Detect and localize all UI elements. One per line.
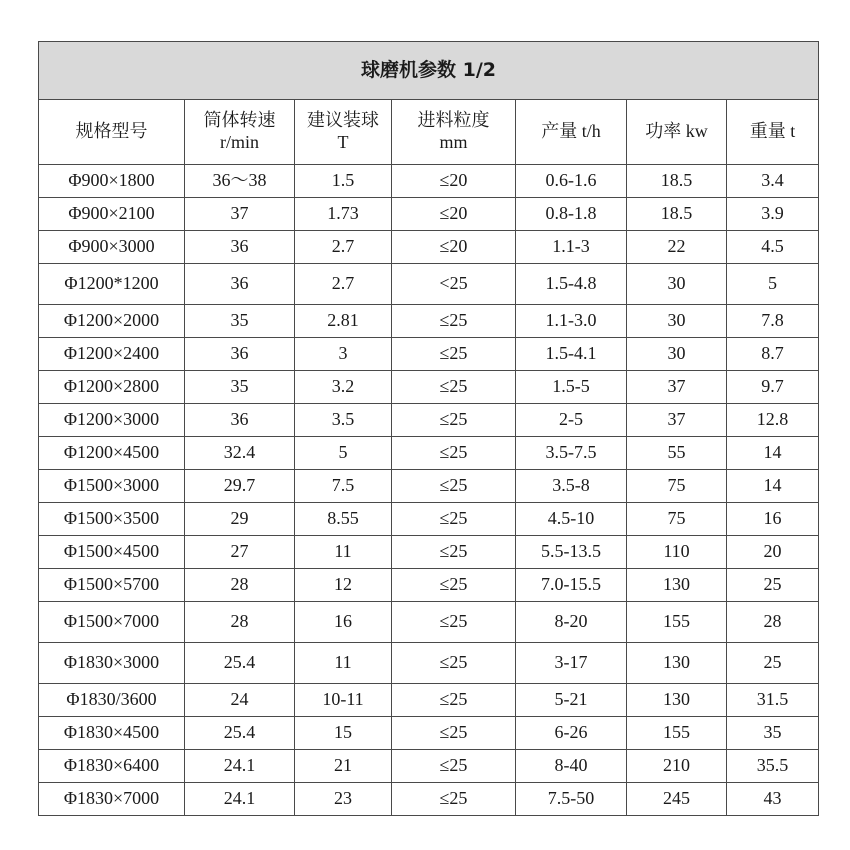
cell-power: 55	[627, 437, 727, 470]
cell-speed: 35	[185, 371, 295, 404]
cell-model: Φ1500×5700	[39, 569, 185, 602]
table-row	[39, 404, 819, 437]
cell-weight: 4.5	[727, 231, 819, 264]
cell-speed: 36	[185, 264, 295, 305]
cell-model: Φ1830/3600	[39, 684, 185, 717]
cell-speed: 36	[185, 338, 295, 371]
cell-speed: 36	[185, 231, 295, 264]
cell-output: 2-5	[516, 404, 627, 437]
cell-power: 130	[627, 684, 727, 717]
cell-feed-size: ≤25	[392, 643, 516, 684]
cell-power: 18.5	[627, 198, 727, 231]
cell-ball-load: 3	[295, 338, 392, 371]
cell-power: 18.5	[627, 165, 727, 198]
table-row	[39, 684, 819, 717]
cell-weight: 14	[727, 437, 819, 470]
cell-feed-size: ≤20	[392, 165, 516, 198]
cell-ball-load: 8.55	[295, 503, 392, 536]
cell-power: 30	[627, 305, 727, 338]
cell-speed: 24.1	[185, 750, 295, 783]
cell-speed: 37	[185, 198, 295, 231]
cell-output: 0.6-1.6	[516, 165, 627, 198]
cell-power: 30	[627, 338, 727, 371]
cell-feed-size: ≤25	[392, 717, 516, 750]
cell-weight: 43	[727, 783, 819, 816]
cell-model: Φ1830×6400	[39, 750, 185, 783]
cell-weight: 7.8	[727, 305, 819, 338]
cell-feed-size: ≤25	[392, 470, 516, 503]
cell-feed-size: ≤25	[392, 684, 516, 717]
cell-speed: 35	[185, 305, 295, 338]
cell-output: 1.1-3.0	[516, 305, 627, 338]
cell-feed-size: ≤25	[392, 750, 516, 783]
cell-feed-size: ≤25	[392, 371, 516, 404]
cell-feed-size: ≤25	[392, 602, 516, 643]
table-row	[39, 231, 819, 264]
cell-model: Φ1200×2400	[39, 338, 185, 371]
cell-power: 75	[627, 503, 727, 536]
header-speed: 筒体转速 r/min	[185, 100, 295, 165]
cell-power: 210	[627, 750, 727, 783]
table-row	[39, 717, 819, 750]
table-row	[39, 198, 819, 231]
table-row	[39, 371, 819, 404]
cell-output: 1.5-4.1	[516, 338, 627, 371]
cell-ball-load: 12	[295, 569, 392, 602]
table-row	[39, 643, 819, 684]
cell-power: 130	[627, 643, 727, 684]
cell-output: 8-20	[516, 602, 627, 643]
cell-feed-size: ≤25	[392, 437, 516, 470]
table-row	[39, 338, 819, 371]
table-row	[39, 602, 819, 643]
cell-speed: 29	[185, 503, 295, 536]
cell-model: Φ1500×3000	[39, 470, 185, 503]
cell-output: 8-40	[516, 750, 627, 783]
table-row	[39, 569, 819, 602]
cell-speed: 32.4	[185, 437, 295, 470]
cell-power: 110	[627, 536, 727, 569]
table-row	[39, 783, 819, 816]
cell-feed-size: <25	[392, 264, 516, 305]
cell-power: 75	[627, 470, 727, 503]
cell-output: 3.5-7.5	[516, 437, 627, 470]
cell-ball-load: 10-11	[295, 684, 392, 717]
header-model: 规格型号	[39, 100, 185, 165]
cell-feed-size: ≤25	[392, 536, 516, 569]
cell-output: 0.8-1.8	[516, 198, 627, 231]
header-power: 功率 kw	[627, 100, 727, 165]
cell-model: Φ1830×4500	[39, 717, 185, 750]
cell-speed: 25.4	[185, 643, 295, 684]
cell-weight: 31.5	[727, 684, 819, 717]
cell-model: Φ1200×3000	[39, 404, 185, 437]
table-row	[39, 750, 819, 783]
cell-ball-load: 11	[295, 643, 392, 684]
cell-weight: 25	[727, 569, 819, 602]
cell-ball-load: 2.7	[295, 231, 392, 264]
cell-power: 22	[627, 231, 727, 264]
cell-model: Φ1200*1200	[39, 264, 185, 305]
cell-model: Φ1830×7000	[39, 783, 185, 816]
cell-ball-load: 21	[295, 750, 392, 783]
table-row	[39, 305, 819, 338]
cell-speed: 28	[185, 569, 295, 602]
cell-model: Φ1200×4500	[39, 437, 185, 470]
cell-ball-load: 15	[295, 717, 392, 750]
cell-weight: 5	[727, 264, 819, 305]
cell-power: 155	[627, 717, 727, 750]
cell-weight: 3.9	[727, 198, 819, 231]
cell-feed-size: ≤25	[392, 783, 516, 816]
cell-power: 130	[627, 569, 727, 602]
cell-ball-load: 3.5	[295, 404, 392, 437]
cell-model: Φ1500×4500	[39, 536, 185, 569]
header-feed-size: 进料粒度 mm	[392, 100, 516, 165]
cell-ball-load: 1.5	[295, 165, 392, 198]
table-row	[39, 437, 819, 470]
cell-weight: 8.7	[727, 338, 819, 371]
cell-output: 1.5-4.8	[516, 264, 627, 305]
cell-ball-load: 7.5	[295, 470, 392, 503]
cell-ball-load: 23	[295, 783, 392, 816]
cell-ball-load: 11	[295, 536, 392, 569]
cell-feed-size: ≤25	[392, 404, 516, 437]
cell-weight: 3.4	[727, 165, 819, 198]
cell-weight: 35.5	[727, 750, 819, 783]
cell-weight: 20	[727, 536, 819, 569]
cell-ball-load: 2.81	[295, 305, 392, 338]
cell-feed-size: ≤20	[392, 231, 516, 264]
cell-speed: 24.1	[185, 783, 295, 816]
cell-model: Φ1830×3000	[39, 643, 185, 684]
cell-power: 37	[627, 371, 727, 404]
table-row	[39, 503, 819, 536]
cell-model: Φ900×3000	[39, 231, 185, 264]
cell-weight: 16	[727, 503, 819, 536]
cell-ball-load: 2.7	[295, 264, 392, 305]
cell-weight: 12.8	[727, 404, 819, 437]
table-row	[39, 536, 819, 569]
cell-feed-size: ≤25	[392, 569, 516, 602]
cell-speed: 28	[185, 602, 295, 643]
cell-model: Φ1200×2800	[39, 371, 185, 404]
table-row	[39, 165, 819, 198]
cell-output: 4.5-10	[516, 503, 627, 536]
header-weight: 重量 t	[727, 100, 819, 165]
cell-power: 245	[627, 783, 727, 816]
ball-mill-spec-table	[38, 41, 819, 816]
cell-output: 6-26	[516, 717, 627, 750]
table-row	[39, 470, 819, 503]
cell-model: Φ900×2100	[39, 198, 185, 231]
cell-model: Φ1500×7000	[39, 602, 185, 643]
cell-feed-size: ≤25	[392, 338, 516, 371]
cell-output: 5.5-13.5	[516, 536, 627, 569]
cell-model: Φ900×1800	[39, 165, 185, 198]
cell-output: 7.5-50	[516, 783, 627, 816]
table-row	[39, 264, 819, 305]
cell-weight: 35	[727, 717, 819, 750]
cell-output: 3-17	[516, 643, 627, 684]
cell-speed: 36～38	[185, 165, 295, 198]
cell-speed: 24	[185, 684, 295, 717]
cell-speed: 25.4	[185, 717, 295, 750]
cell-output: 7.0-15.5	[516, 569, 627, 602]
cell-speed: 36	[185, 404, 295, 437]
header-ball-load: 建议装球 T	[295, 100, 392, 165]
cell-weight: 14	[727, 470, 819, 503]
cell-weight: 28	[727, 602, 819, 643]
cell-feed-size: ≤25	[392, 305, 516, 338]
cell-weight: 9.7	[727, 371, 819, 404]
cell-output: 5-21	[516, 684, 627, 717]
cell-output: 1.1-3	[516, 231, 627, 264]
table-title: 球磨机参数 1/2	[39, 42, 819, 100]
cell-ball-load: 5	[295, 437, 392, 470]
cell-output: 1.5-5	[516, 371, 627, 404]
cell-feed-size: ≤25	[392, 503, 516, 536]
cell-ball-load: 16	[295, 602, 392, 643]
cell-output: 3.5-8	[516, 470, 627, 503]
header-row	[39, 100, 819, 165]
cell-ball-load: 3.2	[295, 371, 392, 404]
cell-model: Φ1500×3500	[39, 503, 185, 536]
cell-weight: 25	[727, 643, 819, 684]
cell-model: Φ1200×2000	[39, 305, 185, 338]
cell-speed: 29.7	[185, 470, 295, 503]
cell-power: 30	[627, 264, 727, 305]
cell-power: 155	[627, 602, 727, 643]
cell-feed-size: ≤20	[392, 198, 516, 231]
header-output: 产量 t/h	[516, 100, 627, 165]
cell-speed: 27	[185, 536, 295, 569]
cell-power: 37	[627, 404, 727, 437]
cell-ball-load: 1.73	[295, 198, 392, 231]
